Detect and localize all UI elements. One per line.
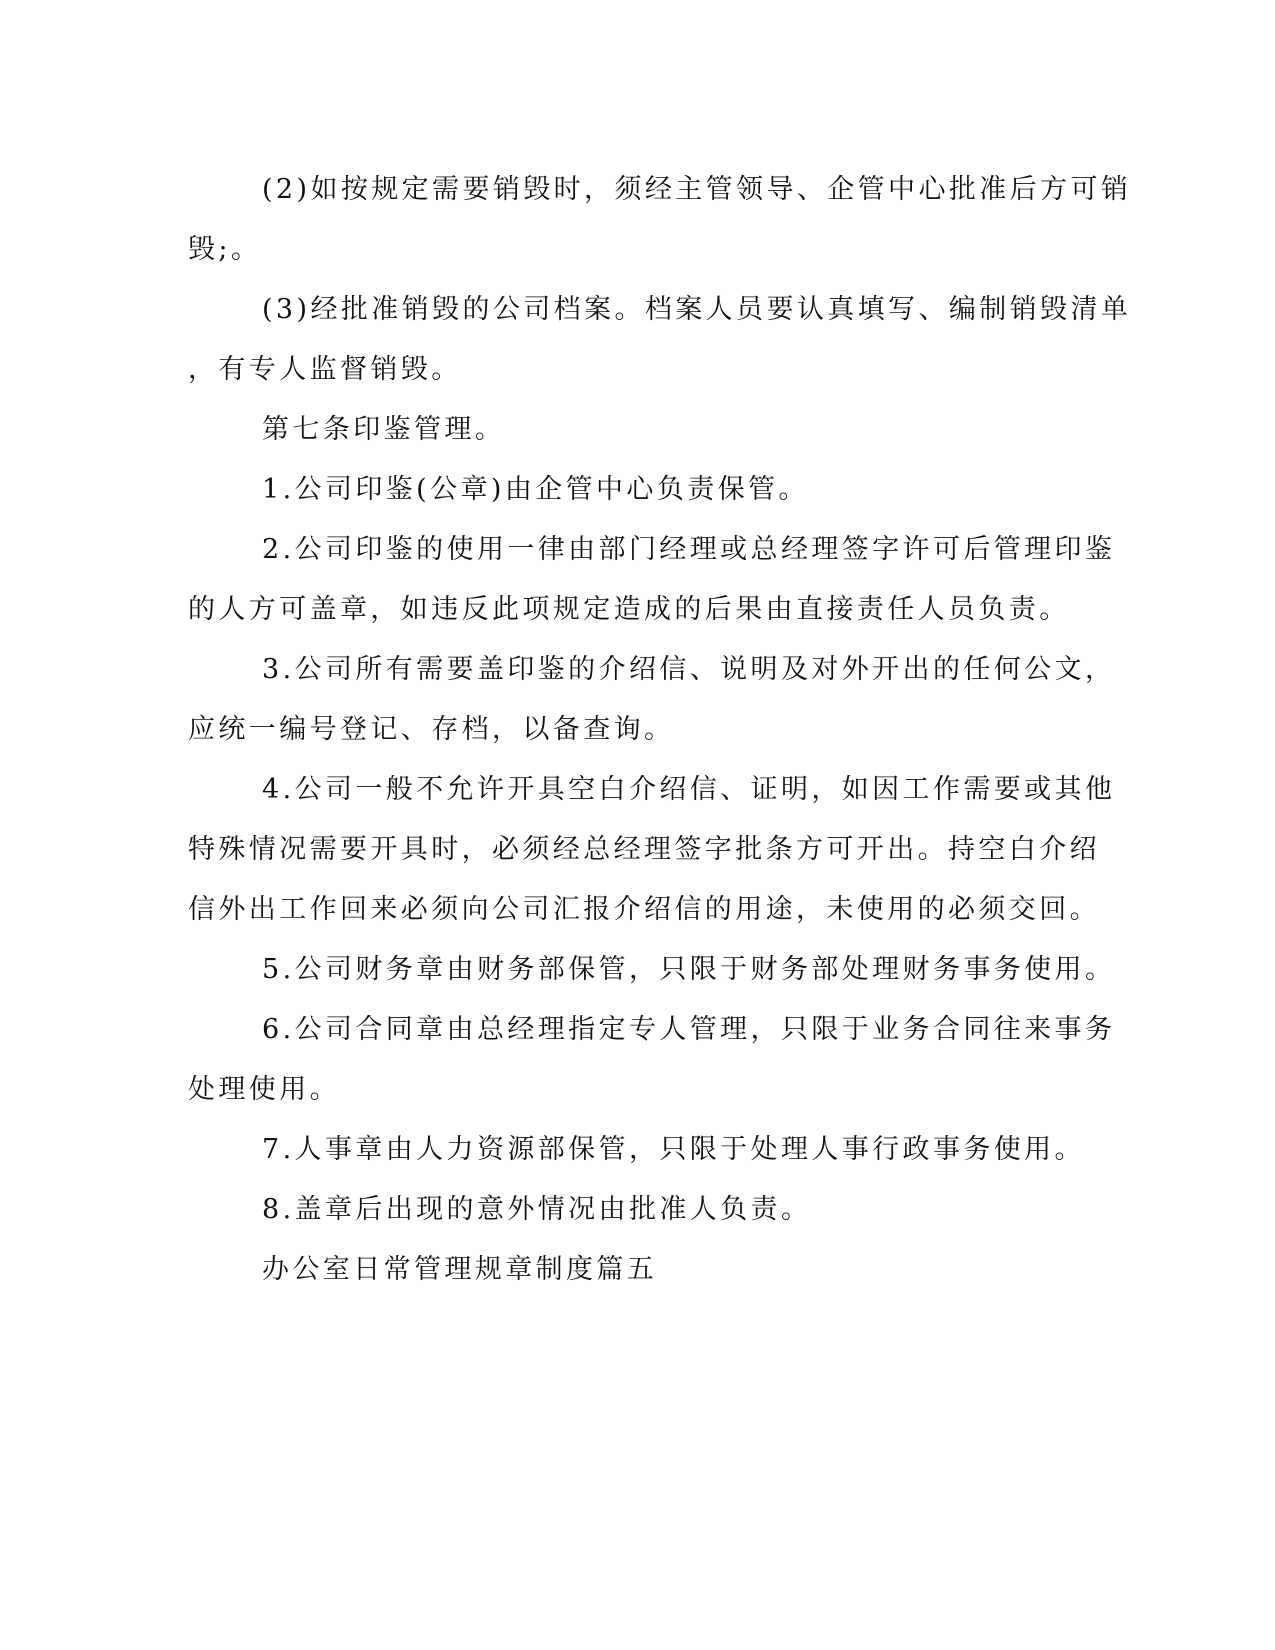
text-line: 4.公司一般不允许开具空白介绍信、证明，如因工作需要或其他 (262, 774, 1116, 805)
text-line: 处理使用。 (188, 1074, 340, 1105)
section-heading: 第七条印鉴管理。 (262, 414, 506, 445)
text-line: 特殊情况需要开具时，必须经总经理签字批条方可开出。持空白介绍 (188, 834, 1100, 865)
text-line: 信外出工作回来必须向公司汇报介绍信的用途，未使用的必须交回。 (188, 894, 1100, 925)
text-line: ，有专人监督销毁。 (188, 354, 462, 385)
document-body (188, 160, 1132, 1300)
text-line: 3.公司所有需要盖印鉴的介绍信、说明及对外开出的任何公文， (262, 654, 1116, 685)
text-line: 毁;。 (188, 234, 262, 265)
text-line: (2)如按规定需要销毁时，须经主管领导、企管中心批准后方可销 (262, 174, 1132, 205)
section-heading: 办公室日常管理规章制度篇五 (262, 1254, 658, 1285)
text-line: 8.盖章后出现的意外情况由批准人负责。 (262, 1194, 812, 1225)
text-line: 6.公司合同章由总经理指定专人管理，只限于业务合同往来事务 (262, 1014, 1116, 1045)
text-line: (3)经批准销毁的公司档案。档案人员要认真填写、编制销毁清单 (262, 294, 1132, 325)
text-line: 1.公司印鉴(公章)由企管中心负责保管。 (262, 474, 809, 505)
text-line: 的人方可盖章，如违反此项规定造成的后果由直接责任人员负责。 (188, 594, 1070, 625)
text-line: 5.公司财务章由财务部保管，只限于财务部处理财务事务使用。 (262, 954, 1116, 985)
text-line: 应统一编号登记、存档，以备查询。 (188, 714, 675, 745)
text-line: 2.公司印鉴的使用一律由部门经理或总经理签字许可后管理印鉴 (262, 534, 1116, 565)
text-line: 7.人事章由人力资源部保管，只限于处理人事行政事务使用。 (262, 1134, 1085, 1165)
